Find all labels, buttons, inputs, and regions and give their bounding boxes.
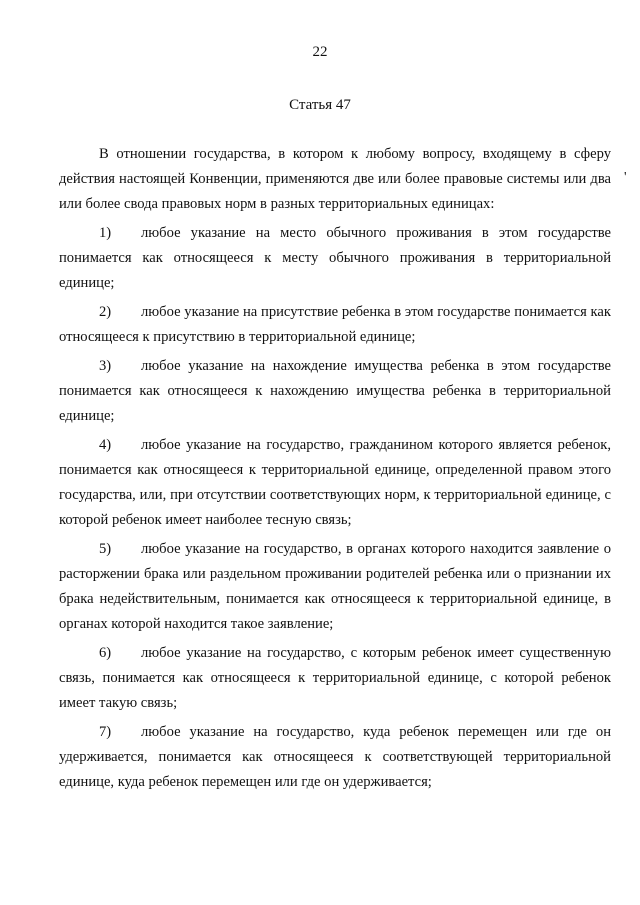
- article-title: Статья 47: [289, 97, 351, 113]
- list-item: [59, 300, 611, 350]
- item-number: 3): [99, 358, 112, 374]
- list-item: [59, 537, 611, 637]
- item-text: любое указание на место обычного проживания в этом государстве понимается как относящееся к месту обычного проживания в территориальной единице;: [59, 225, 611, 291]
- item-number: 2): [99, 304, 112, 320]
- page-number: 22: [312, 44, 328, 60]
- list-item: [59, 641, 611, 716]
- list-item: [59, 354, 611, 429]
- item-number: 7): [99, 724, 112, 740]
- item-number: 4): [99, 437, 112, 453]
- intro-paragraph: В отношении государства, в котором к любому вопросу, входящему в сферу действия настоящей Конвенции, применяются две или более правовые системы или два или более свода правовых норм в разных территориальных единицах:: [59, 146, 611, 212]
- item-number: 5): [99, 541, 112, 557]
- margin-mark: ': [624, 170, 627, 185]
- article-body: [59, 142, 611, 799]
- list-item: [59, 720, 611, 795]
- list-item: [59, 221, 611, 296]
- item-text: любое указание на государство, гражданином которого является ребенок, понимается как относящееся к территориальной единице, определенной правом этого государства, или, при отсутствии соответствующих норм, к территориальной единице, с которой ребенок имеет наиболее тесную связь;: [59, 437, 611, 528]
- list-item: [59, 433, 611, 533]
- item-text: любое указание на государство, куда ребенок перемещен или где он удерживается, понимается как относящееся к соответствующей территориальной единице, куда ребенок перемещен или где он удерживается;: [59, 724, 611, 790]
- item-number: 6): [99, 645, 112, 661]
- item-text: любое указание на присутствие ребенка в этом государстве понимается как относящееся к присутствию в территориальной единице;: [59, 304, 611, 345]
- item-text: любое указание на государство, с которым ребенок имеет существенную связь, понимается как относящееся к территориальной единице, с которой ребенок имеет такую связь;: [59, 645, 611, 711]
- item-text: любое указание на государство, в органах которого находится заявление о расторжении брака или раздельном проживании родителей ребенка или о признании их брака недействительным, понимается как относящееся к территориальной единице, в органах которой находится такое заявление;: [59, 541, 611, 632]
- item-text: любое указание на нахождение имущества ребенка в этом государстве понимается как относящееся к нахождению имущества ребенка в территориальной единице;: [59, 358, 611, 424]
- item-number: 1): [99, 225, 112, 241]
